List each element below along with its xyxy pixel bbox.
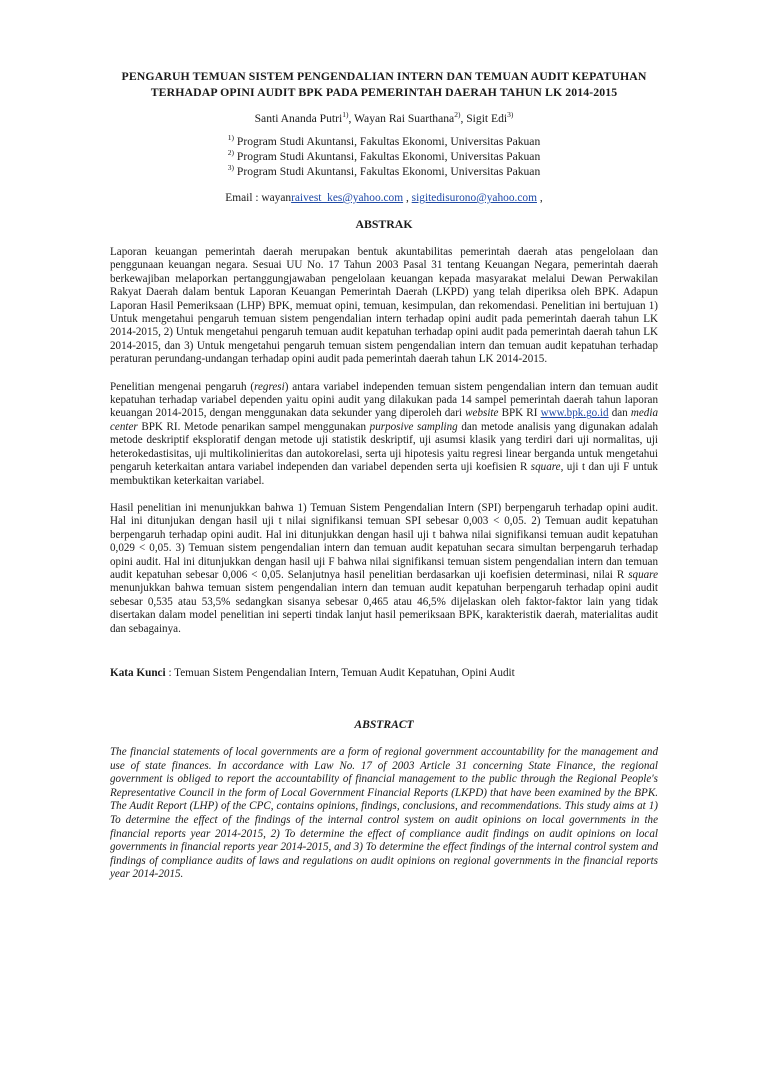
author-list: [110, 112, 658, 126]
email-line: [110, 191, 658, 205]
paper-page: [0, 68, 768, 1092]
keywords: [110, 666, 658, 680]
text-run: dan metode analisis yang digunakan adalah metode deskriptif eksploratif dengan metode uji statistik deskriptif, uji asumsi klasik yang terdiri dari uji normalitas, uji heterokedastisitas, uji multikolinieritas dan autokorelasi, serta uji hipotesis yaitu regresi linear berganda untuk mengetahui pengaruh keterkaitan antara variabel independen dan variabel dependen serta uji koefisien R: [110, 420, 659, 474]
text-run: menunjukkan bahwa temuan sistem pengendalian intern dan temuan audit kepatuhan berpengaruh terhadap opini audit sebesar 0,535 atau 53,5% sedangkan sisanya sebesar 0,465 atau 46,5% dijelaskan oleh faktor-faktor lain yang tidak disertakan dalam model penelitian ini seperti tindak lanjut hasil pemeriksaan BPK, karakteristik daerah, materialitas audit dan sebagainya.: [110, 582, 658, 635]
affiliation-text: Program Studi Akuntansi, Fakultas Ekonomi, Universitas Pakuan: [234, 165, 541, 178]
email-label: Email : wayan: [225, 192, 292, 204]
italic-term: website: [465, 407, 499, 420]
email-end: ,: [537, 192, 543, 204]
title-line-1: PENGARUH TEMUAN SISTEM PENGENDALIAN INTERN DAN TEMUAN AUDIT KEPATUHAN: [121, 69, 647, 83]
text-run: dan: [608, 407, 631, 420]
email-link-1[interactable]: raivest_kes@yahoo.com: [291, 192, 404, 204]
text-run: ) antara variabel independen temuan sistem pengendalian intern dan temuan audit kepatuhan terhadap variabel dependen yaitu opini audit yang dilakukan pada 14 sampel pemerintah daerah tahun laporan keuangan 2014-2015, dengan menggunakan data sekunder yang diperoleh dari: [110, 380, 658, 420]
affiliation-list: [110, 134, 658, 179]
affiliation-text: Program Studi Akuntansi, Fakultas Ekonomi, Universitas Pakuan: [234, 150, 541, 163]
affiliation: [110, 134, 658, 149]
text-run: BPK RI. Metode penarikan sampel menggunakan: [137, 420, 370, 433]
text-run: BPK RI: [498, 407, 541, 420]
paper-title: [110, 68, 658, 100]
affiliation: [110, 149, 658, 164]
author-separator: ,: [348, 112, 355, 125]
keywords-text: : Temuan Sistem Pengendalian Intern, Temuan Audit Kepatuhan, Opini Audit: [165, 666, 515, 679]
italic-term: regresi: [254, 380, 285, 393]
affiliation-mark: 2): [227, 148, 234, 158]
author-affil-mark: 3): [507, 110, 514, 120]
author-name: Sigit Edi: [466, 112, 508, 125]
title-line-2: TERHADAP OPINI AUDIT BPK PADA PEMERINTAH DAERAH TAHUN LK 2014-2015: [150, 85, 618, 99]
abstrak-paragraph-1: Laporan keuangan pemerintah daerah merupakan bentuk akuntabilitas pemerintah daerah atas pengelolaan dan penggunaan keuangan negara. Sesuai UU No. 17 Tahun 2003 Pasal 31 tentang Keuangan Negara, pemerintah daerah berkewajiban melaporkan pertanggungjawaban pengelolaan keuangan kepada masyarakat melalui Dewan Perwakilan Rakyat Daerah dalam bentuk Laporan Keuangan Pemerintah Daerah (LKPD) yang telah diperiksa oleh BPK. Adapun Laporan Hasil Pemeriksaan (LHP) BPK, memuat opini, temuan, kesimpulan, dan rekomendasi. Penelitian ini bertujuan 1) Untuk mengetahui pengaruh temuan sistem pengendalian intern terhadap opini audit pada pemerintah daerah tahun LK 2014-2015, 2) Untuk mengetahui pengaruh temuan audit kepatuhan terhadap opini audit pada pemerintah daerah tahun LK 2014-2015, dan 3) Untuk mengetahui pengaruh temuan sistem pengendalian intern dan temuan audit kepatuhan terhadap peraturan perundang-undangan terhadap opini audit pada pemerintah daerah tahun LK 2014-2015.: [110, 246, 658, 366]
author-affil-mark: 1): [342, 110, 349, 120]
abstract-paragraph: The financial statements of local governments are a form of regional government accountability for the management and use of state finances. In accordance with Law No. 17 of 2003 Article 31 concerning State Finance, the regional government is obliged to report the accountability of financial management to the public through the Regional People's Representative Council in the form of Local Government Financial Reports (LKPD) that have been examined by the BPK. The Audit Report (LHP) of the CPC, contains opinions, findings, conclusions, and recommendations. This study aims at 1) To determine the effect of the findings of the internal control system on audit opinions on local governments in the financial reports year 2014-2015, 2) To determine the effect of compliance audit findings on audit opinions on local governments in financial reports year 2014-2015, and 3) To determine the effect findings of the internal control system and findings of compliance audits of laws and regulations on audit opinions on regional governments in the financial reports year 2014-2015.: [110, 745, 658, 881]
abstrak-heading: ABSTRAK: [355, 217, 413, 231]
keywords-label: Kata Kunci: [110, 666, 166, 679]
author-affil-mark: 2): [454, 110, 461, 120]
author-name: Santi Ananda Putri: [254, 112, 343, 125]
author-name: Wayan Rai Suarthana: [354, 112, 455, 125]
email-separator: ,: [403, 192, 412, 204]
italic-term: square: [628, 568, 658, 581]
affiliation-text: Program Studi Akuntansi, Fakultas Ekonomi, Universitas Pakuan: [234, 135, 541, 148]
affiliation: [110, 164, 658, 179]
italic-term: square,: [530, 461, 564, 474]
text-run: Hasil penelitian ini menunjukkan bahwa 1) Temuan Sistem Pengendalian Intern (SPI) berpengaruh terhadap opini audit. Hal ini ditunjukan dengan hasil uji t nilai signifikansi temuan SPI sebesar 0,003 < 0,05. 2) Temuan audit kepatuhan berpengaruh terhadap opini audit. Hal ini ditunjukkan dengan hasil uji t bahwa nilai signifikansi temuan audit kepatuhan 0,029 < 0,05. 3) Temuan sistem pengendalian intern dan temuan audit kepatuhan secara simultan berpengaruh terhadap opini audit. Hal ini ditunjukkan dengan hasil uji F bahwa nilai signifikansi temuan sistem pengendalian intern dan temuan audit kepatuhan sebesar 0,006 < 0,05. Selanjutnya hasil penelitian berdasarkan uji koefisien determinasi, nilai R: [110, 501, 658, 581]
affiliation-mark: 1): [227, 133, 234, 143]
text-run: Penelitian mengenai pengaruh (: [110, 380, 255, 393]
bpk-website-link[interactable]: www.bpk.go.id: [540, 407, 609, 420]
affiliation-mark: 3): [227, 163, 234, 173]
email-link-2[interactable]: sigitedisurono@yahoo.com: [411, 192, 537, 204]
abstrak-paragraph-2: [110, 381, 658, 488]
italic-term: purposive sampling: [369, 420, 458, 433]
abstrak-paragraph-3: [110, 502, 658, 636]
author-separator: ,: [460, 112, 467, 125]
text-run: uji t dan uji F untuk membuktikan keterkaitan variabel.: [110, 461, 658, 487]
italic-term: media center: [110, 407, 658, 433]
abstract-heading: ABSTRACT: [354, 717, 414, 731]
